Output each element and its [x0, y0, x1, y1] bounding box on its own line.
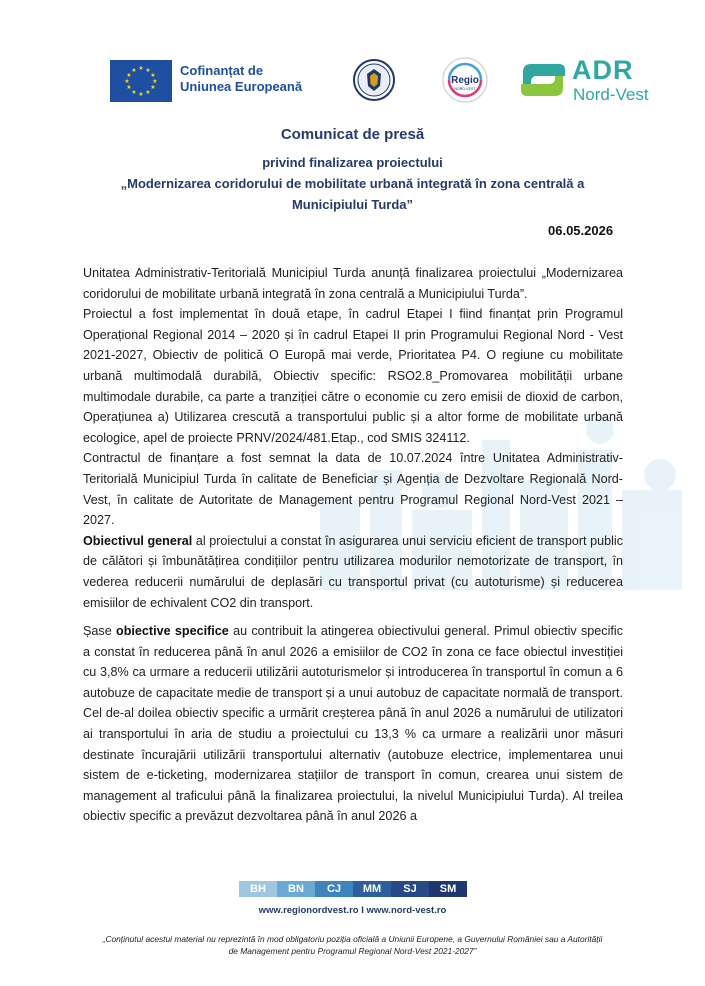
svg-text:Regio: Regio: [451, 75, 479, 86]
svg-text:NORD-VEST: NORD-VEST: [454, 87, 476, 91]
project-title: privind finalizarea proiectului „Modernizarea coridorului de mobilitate urbană integrată în zona centrală a Municipiului Turda”: [120, 155, 585, 212]
svg-text:★: ★: [150, 72, 156, 79]
adr-nord-vest-logo: ADR Nord-Vest: [515, 54, 655, 106]
svg-text:★: ★: [126, 84, 132, 91]
county-badge-bh: BH: [239, 881, 277, 897]
county-badge-mm: MM: [353, 881, 391, 897]
svg-text:★: ★: [150, 84, 156, 91]
svg-text:★: ★: [131, 89, 137, 96]
paragraph-implementation: Proiectul a fost implementat în două etape, în cadrul Etapei I fiind finanțat prin Programul Operațional Regional 2014 – 2020 și în cadrul Etapei II prin Programului Regional Nord - Vest 2021-2027, Obiectiv de politică O Europă mai verde, Prioritatea P4. O regiune cu mobilitate urbană multimodală durabilă, Obiectiv specific: RSO2.8_Promovarea mobilității urbane multimodale durabile, ca parte a tranziției către o economie cu zero emisii de dioxid de carbon, Operațiunea a) Utilizarea crescută a transportului public și a altor forme de mobilitate urbană ecologice, apel de proiecte PRNV/2024/481.Etap., cod SMIS 324112.: [83, 307, 623, 445]
paragraph-general-objective: Obiectivul general al proiectului a constat în asigurarea unui serviciu eficient de transport public de călători și îmbunătățirea condițiilor pentru utilizarea modurilor nemotorizate de transport, în vederea reducerii numărului de deplasări cu transportul privat (cu autoturisme) și reducerea emisiilor de echivalent CO2 din transport.: [83, 533, 623, 610]
release-date: 06.05.2026: [548, 223, 614, 238]
county-badge-bn: BN: [277, 881, 315, 897]
eu-cofinancing-label: Cofinanțat de Uniunea Europeană: [180, 63, 303, 94]
regio-logo: [441, 56, 489, 104]
paragraph-contract: Contractul de finanțare a fost semnat la data de 10.07.2024 între Unitatea Administrativ-Teritorială Municipiul Turda în calitate de Beneficiar și Agenția de Dezvoltare Regională Nord-Vest, în calitate de Autoritate de Management pentru Programul Regional Nord-Vest 2021 – 2027.: [83, 451, 623, 528]
county-badge-sj: SJ: [391, 881, 429, 897]
county-badge-cj: CJ: [315, 881, 353, 897]
adr-symbol-icon: [515, 54, 571, 106]
svg-text:★: ★: [145, 67, 151, 74]
page-title: Comunicat de presă: [280, 126, 425, 143]
county-badge-sm: SM: [429, 881, 467, 897]
header-logos: [0, 52, 705, 112]
paragraph-intro: Unitatea Administrativ-Teritorială Municipiul Turda anunță finalizarea proiectului „Modernizarea coridorului de mobilitate urbană integrată în zona centrală a Municipiului Turda”.: [83, 266, 623, 301]
press-release-title-block: [60, 120, 645, 215]
county-strip: [239, 881, 467, 897]
romanian-government-logo: [352, 58, 396, 102]
svg-text:★: ★: [131, 67, 137, 74]
svg-text:★: ★: [138, 65, 144, 72]
press-release-body: [83, 263, 623, 827]
svg-text:★: ★: [124, 78, 130, 85]
paragraph-specific-objectives: Șase obiective specifice au contribuit la atingerea obiectivului general. Primul obiectiv specific a constat în reducerea până în anul 2026 a emisiilor de CO2 în zona ce face obiectul investiției cu 3,8% ca urmare a reducerii utilizării autoturismelor și introducerea în transportul în comun a 6 autobuze de capacitate medie de transport și a unui autobuz de capacitate normală de transport. Cel de-al doilea obiectiv specific a urmărit creșterea până în anul 2026 a numărului de utilizatori ai transportului în aria de studiu a proiectului cu 13,3 % ca urmare a realizării unor măsuri destinate încurajării utilizării transportului alternativ (autobuze electrice, implementarea unui sistem de e-ticketing, modernizarea stațiilor de transport în comun, crearea unui sistem de management al traficului până la finalizarea proiectului, la nivelul Municipiului Turda). Al treilea obiectiv specific a prevăzut dezvoltarea până în anul 2026 a: [83, 624, 623, 824]
eu-flag-icon: [110, 60, 172, 102]
svg-text:★: ★: [138, 91, 144, 98]
svg-text:★: ★: [145, 89, 151, 96]
websites-link-text[interactable]: www.regionordvest.ro I www.nord-vest.ro: [258, 905, 447, 916]
svg-text:★: ★: [152, 78, 158, 85]
eu-disclaimer: „Conținutul acestui material nu reprezintă în mod obligatoriu poziția oficială a Uniunii Europene, a Guvernului României sau a Autorității de Management pentru Programul Regional Nord-Vest 2021-2027”: [102, 934, 603, 956]
svg-text:★: ★: [126, 72, 132, 79]
